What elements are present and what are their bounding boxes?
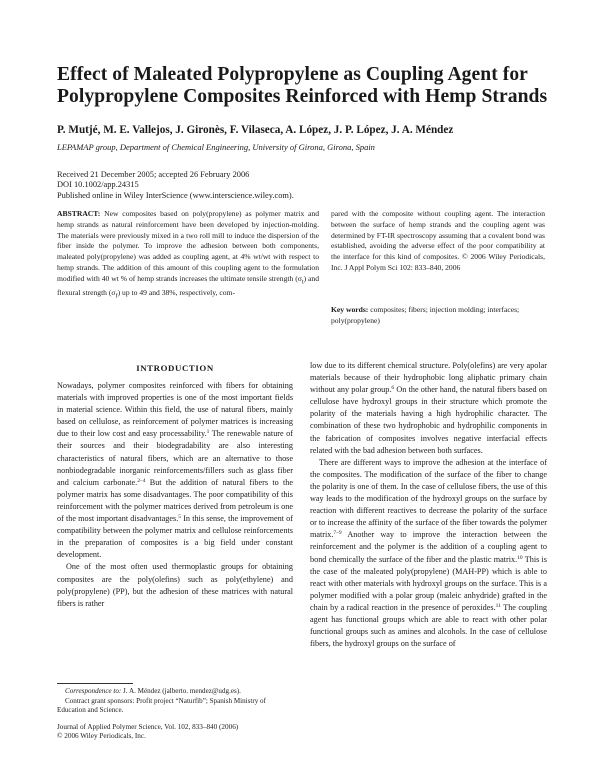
copyright-line: © 2006 Wiley Periodicals, Inc. [57, 732, 146, 741]
abstract-text-1: New composites based on poly(propylene) as polymer matrix and hemp strands as natural reinforcement have been developed by injection-molding. The materials were previously mixed in a two roll mill to induce the dispersion of the fiber inside the polymer. To improve the adhesion between both components, maleated poly(propylene) was added as coupling agent, at 4% wt/wt with respect to hemp strands. The addition of this amount of this coupling agent to the formulation modified with 40 wt % of hemp strands increases the ultimate tensile strength (σ [57, 209, 319, 283]
citation: 7–9 [333, 530, 342, 537]
publication-history [57, 170, 294, 201]
journal-line: Journal of Applied Polymer Science, Vol. 102, 833–840 (2006) [57, 723, 239, 731]
abstract-text-2: ) and flexural strength (σ [57, 273, 319, 298]
body-column-left [57, 380, 293, 610]
citation: 6 [391, 385, 395, 392]
grant-sponsors: Contract grant sponsors: Profit project “Naturfib”; Spanish Ministry of Education and Science. [57, 696, 266, 715]
intro-paragraph-4 [310, 457, 547, 651]
abstract-right: pared with the composite without coupling agent. The interaction between the surface of hemp strands and the coupling agent was determined by FT-IR spectroscopy assuming that a covalent bond was established, avoiding the adverse effect of the poor compatibility at the interface for this kind of composites. © 2006 Wiley Periodicals, Inc. J Appl Polym Sci 102: 833–840, 2006 [331, 209, 545, 272]
footnotes [57, 687, 293, 716]
correspondence-label: Correspondence to: [65, 687, 122, 695]
correspondence-email: J. A. Méndez (jalberto. mendez@udg.es). [121, 687, 241, 695]
intro-paragraph-1 [57, 380, 293, 561]
published-online: Published online in Wiley InterScience (www.interscience.wiley.com). [57, 190, 294, 200]
introduction-heading: INTRODUCTION [136, 363, 214, 373]
title-line-1: Effect of Maleated Polypropylene as Coupling Agent for [57, 64, 528, 85]
footnote-rule [57, 683, 133, 684]
citation: 1 [206, 429, 210, 436]
title-line-2: Polypropylene Composites Reinforced with Hemp Strands [57, 86, 548, 107]
text-run: The renewable nature of their sources and their biodegradability are also interesting characteristics of natural fibers, which are an alternative to those nonbiodegradable inorganic reinforcements/fillers such as glass fiber and calcium carbonate. [57, 429, 293, 487]
paper-title [57, 64, 547, 108]
sigma-f-subscript: f [115, 292, 118, 300]
text-run: But the addition of natural fibers to the polymer matrix has some disadvantages. The poor compatibility of this reinforcement with the polymer matrices derived from petroleum is one of the most important disadvantages. [57, 477, 293, 524]
sigma-t-subscript: t [301, 278, 304, 286]
author-list: P. Mutjé, M. E. Vallejos, J. Gironès, F. Vilaseca, A. López, J. P. López, J. A. Méndez [57, 124, 454, 136]
intro-paragraph-2: One of the most often used thermoplastic groups for obtaining composites are the poly(olefins) such as poly(ethylene) and poly(propylene) (PP), but the adhesion of these matrices with natural fibers is rather [57, 562, 293, 608]
text-run: In this sense, the improvement of compatibility between the polymer matrix and cellulose reinforcements in the preparation of composites is a big field under constant development. [57, 514, 293, 560]
text-run: On the other hand, the natural fibers based on cellulose have hydroxyl groups in their structure which promote the polarity of the materials having a high hydrophilic character. The combination of these two hydrophobic and hydrophilic components in the fabrication of composites involves negative interfacial effects related with the bad adhesion between both surfaces. [310, 385, 547, 455]
abstract-text-3: ) up to 49 and 38%, respectively, com- [117, 288, 235, 298]
doi: DOI 10.1002/app.24315 [57, 180, 139, 190]
text-run: Another way to improve the interaction between the reinforcement and the polymer is the addition of a coupling agent to bond chemically the surface of the fiber and the plastic matrix. [310, 530, 547, 564]
citation: 10 [517, 554, 523, 561]
correspondence [57, 687, 293, 697]
text-run: This is the case of the maleated poly(propylene) (MAH-PP) which is able to react with other materials with hydroxyl groups on the surface. This is a polymer modified with a polar group (maleic anhydride) grafted in the chain by a radical reaction in the presence of peroxides. [310, 554, 547, 612]
citation: 11 [495, 602, 501, 609]
keywords-label: Key words: [331, 305, 369, 314]
abstract-label: ABSTRACT: [57, 209, 101, 218]
citation: 2–4 [137, 477, 146, 484]
affiliation: LEPAMAP group, Department of Chemical Engineering, University of Girona, Girona, Spain [57, 142, 375, 152]
text-run: There are different ways to improve the adhesion at the interface of the composites. The modification of the surface of the fiber to change the polarity is one of them. In the case of cellulose fibers, the use of this way leads to the modification of the hydroxyl groups on the surface by reaction with different reactives to decrease the polarity of the surface or to increase the affinity of the surface of the fiber towards the polymer matrix. [310, 457, 547, 540]
keywords [331, 305, 545, 327]
text-run: The coupling agent has functional groups which are able to react with other polar functional groups such as amines and alcohols. In the case of cellulose fibers, the hydroxyl groups on the surface of [310, 602, 548, 649]
text-run: Nowadays, polymer composites reinforced with fibers for obtaining materials with improved properties is one of the most important fields in material science. Within this field, the use of natural fibers, mainly based on cellulose, as reinforcement of polymer matrices is increasing due to their low cost and easy processability. [57, 381, 293, 439]
intro-paragraph-3 [310, 360, 547, 457]
text-run: low due to its different chemical structure. Poly(olefins) are very apolar materials because of their hydrophobic long aliphatic primary chain without any polar group. [310, 361, 547, 395]
keywords-text: composites; fibers; injection molding; interfaces; poly(propylene) [331, 305, 520, 325]
received-date: Received 21 December 2005; accepted 26 February 2006 [57, 170, 250, 179]
journal-citation [57, 723, 238, 742]
body-column-right [310, 360, 547, 650]
abstract-left [57, 209, 319, 302]
citation: 5 [178, 514, 182, 521]
